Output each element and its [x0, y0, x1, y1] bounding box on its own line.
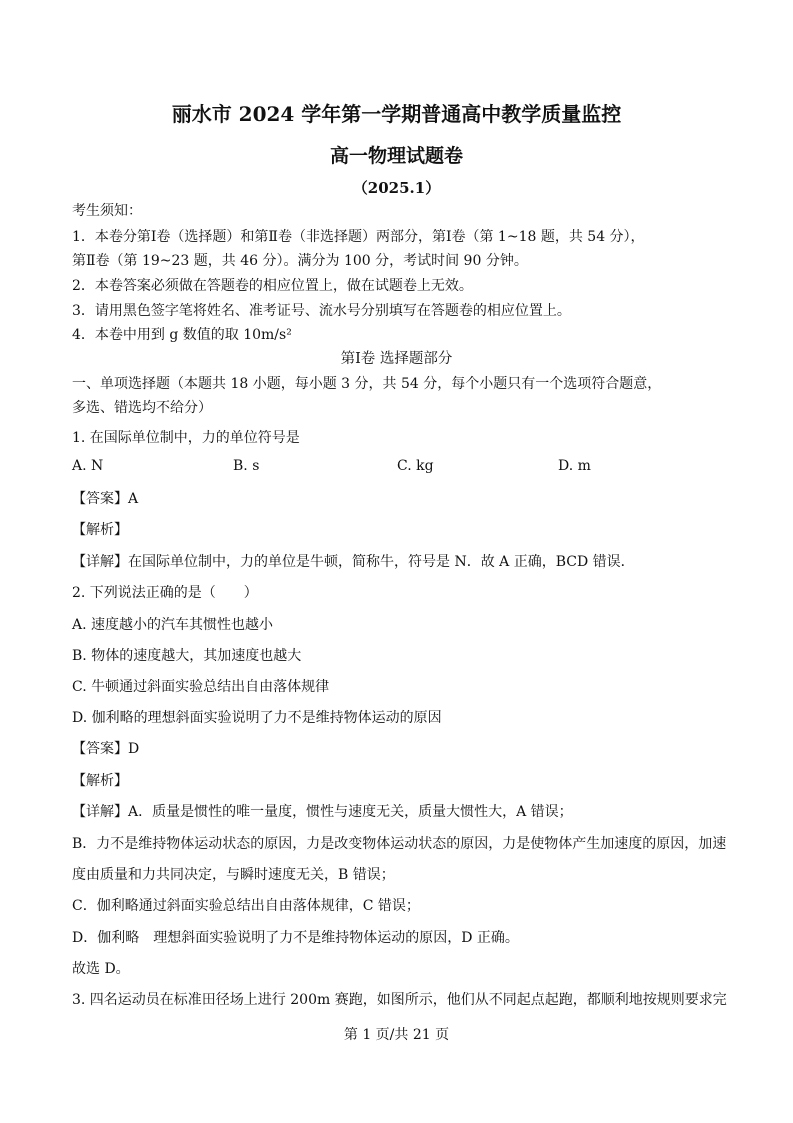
- question-1-detail: 【详解】在国际单位制中，力的单位是牛顿，简称牛，符号是 N．故 A 正确，BCD 错误．: [72, 554, 635, 570]
- section-title: 第Ⅰ卷 选择题部分: [340, 351, 453, 367]
- question-2-detail-b-line-2: 度由质量和力共同决定，与瞬时速度无关，B 错误；: [72, 867, 395, 883]
- question-2-stem: 2. 下列说法正确的是（ ）: [72, 585, 258, 601]
- exam-date: （2025.1）: [352, 179, 441, 197]
- question-1-analysis-label: 【解析】: [72, 522, 128, 538]
- question-1-answer: 【答案】A: [72, 491, 139, 507]
- question-2-conclusion: 故选 D。: [72, 961, 130, 977]
- question-2-option-a: A. 速度越小的汽车其惯性也越小: [72, 617, 274, 633]
- exam-subtitle: 高一物理试题卷: [329, 145, 463, 167]
- question-2-detail-a: 【详解】A．质量是惯性的唯一量度，惯性与速度无关，质量大惯性大，A 错误；: [72, 804, 573, 820]
- question-2-option-b: B. 物体的速度越大，其加速度也越大: [72, 648, 302, 664]
- question-1-stem: 1. 在国际单位制中，力的单位符号是: [72, 430, 300, 446]
- exam-title: 丽水市 2024 学年第一学期普通高中教学质量监控: [171, 102, 622, 126]
- notice-item-3: 3．请用黑色签字笔将姓名、准考证号、流水号分别填写在答题卷的相应位置上。: [72, 303, 571, 319]
- part-instructions-line-1: 一、单项选择题（本题共 18 小题，每小题 3 分，共 54 分，每个小题只有一个选项符合题意，: [72, 376, 662, 392]
- question-2-detail-c: C．伽利略通过斜面实验总结出自由落体规律，C 错误；: [72, 898, 420, 914]
- question-2-answer: 【答案】D: [72, 741, 140, 757]
- notice-item-4: 4．本卷中用到 g 数值的取 10m/s²: [72, 327, 292, 343]
- question-2-analysis-label: 【解析】: [72, 773, 128, 789]
- notice-item-1-line-2: 第Ⅱ卷（第 19~23 题，共 46 分）。满分为 100 分，考试时间 90 分钟。: [72, 253, 528, 269]
- question-1-option-d: D. m: [558, 458, 591, 474]
- question-2-option-c: C. 牛顿通过斜面实验总结出自由落体规律: [72, 679, 330, 695]
- question-3-stem: 3. 四名运动员在标准田径场上进行 200m 赛跑，如图所示，他们从不同起点起跑，都顺利地按规则要求完: [72, 992, 727, 1008]
- page-footer: 第 1 页/共 21 页: [343, 1027, 450, 1043]
- notice-item-2: 2．本卷答案必须做在答题卷的相应位置上，做在试题卷上无效。: [72, 278, 473, 294]
- question-1-option-b: B. s: [233, 458, 260, 474]
- question-2-detail-d: D．伽利略 理想斜面实验说明了力不是维持物体运动的原因，D 正确。: [72, 930, 519, 946]
- question-1-option-c: C. kg: [397, 458, 434, 474]
- question-2-option-d: D. 伽利略的理想斜面实验说明了力不是维持物体运动的原因: [72, 710, 442, 726]
- part-instructions-line-2: 多选、错选均不给分）: [72, 400, 212, 416]
- question-1-option-a: A. N: [72, 458, 104, 474]
- question-2-detail-b-line-1: B．力不是维持物体运动状态的原因，力是改变物体运动状态的原因，力是使物体产生加速度的原因，加速: [72, 836, 727, 852]
- notice-heading: 考生须知：: [72, 203, 142, 219]
- notice-item-1-line-1: 1．本卷分第Ⅰ卷（选择题）和第Ⅱ卷（非选择题）两部分，第Ⅰ卷（第 1~18 题，共 54 分），: [72, 229, 645, 245]
